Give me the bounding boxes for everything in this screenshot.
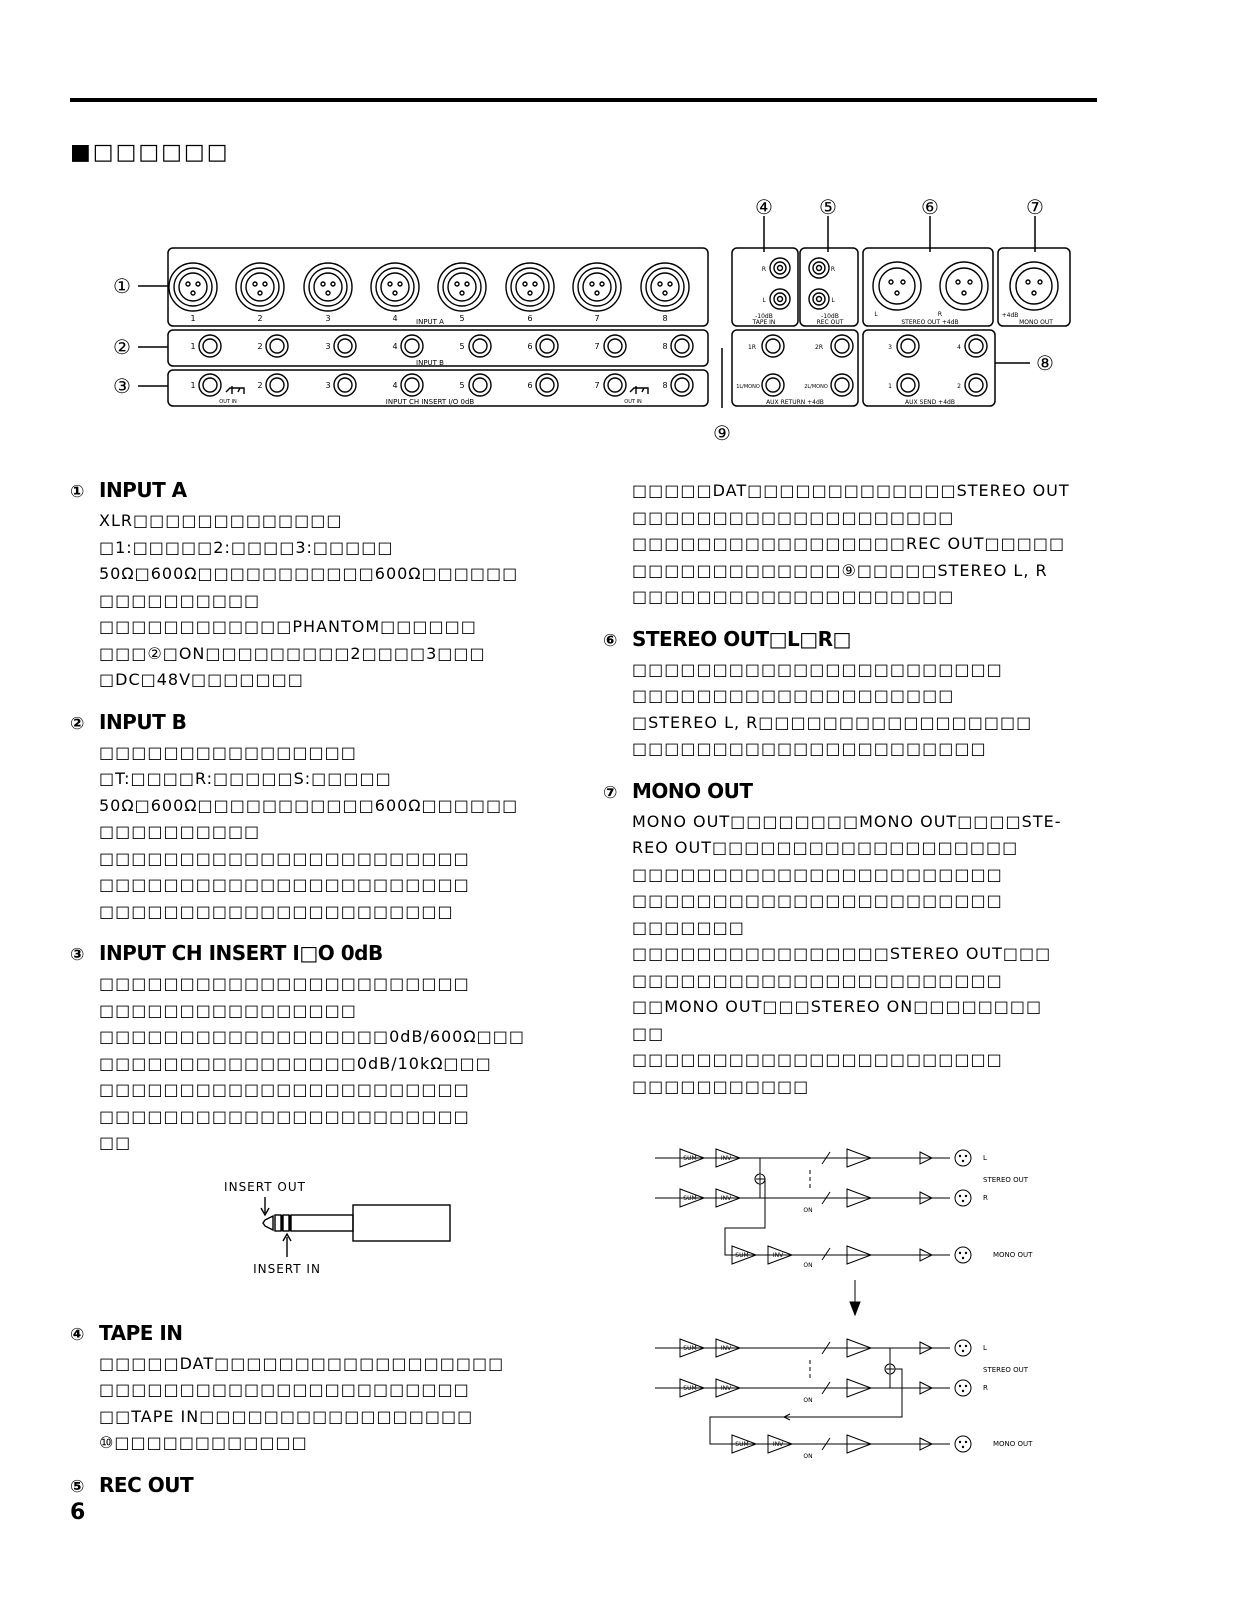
text-line: □□□□□□□□□□□□□□□□ bbox=[99, 742, 357, 762]
entry-number: ⑦ bbox=[603, 782, 617, 803]
text-line: ⑩□□□□□□□□□□□□ bbox=[99, 1433, 308, 1452]
text-line: □□□□□□□□□□□□□□□□□□□□□□□ bbox=[99, 974, 470, 993]
inv-label: INV bbox=[720, 1385, 732, 1392]
text-line: □□□□□□□□□□□□□□□□□□□□□□□ bbox=[99, 1080, 470, 1099]
text-line: □□□□□□□□□□□□□□□□□□□□□□ bbox=[99, 901, 454, 921]
inv-label: INV bbox=[720, 1345, 732, 1352]
entry-number: ③ bbox=[70, 945, 84, 965]
tape-level: -10dB bbox=[755, 313, 773, 320]
mono-out-label: MONO OUT bbox=[1019, 319, 1053, 326]
on-label: ON bbox=[803, 1453, 813, 1460]
mono-out-label: MONO OUT bbox=[993, 1440, 1033, 1448]
entry-input-a bbox=[70, 478, 560, 694]
jack-number: 1 bbox=[190, 342, 196, 351]
text-line: □□□□□DAT□□□□□□□□□□□□□□□□□□ bbox=[99, 1353, 505, 1373]
text-line: □STEREO L, R□□□□□□□□□□□□□□□□□ bbox=[632, 712, 1033, 732]
text-line: □□□②□ON□□□□□□□□□2□□□□3□□□ bbox=[99, 643, 486, 663]
entry-number: ① bbox=[70, 482, 84, 502]
rec-out-label: REC OUT bbox=[816, 319, 844, 326]
xlr-inputs bbox=[169, 263, 689, 311]
top-rule bbox=[70, 98, 1097, 102]
entry-rec-out-continued bbox=[603, 478, 1098, 611]
left-column bbox=[70, 478, 560, 1513]
inv-label: INV bbox=[720, 1155, 732, 1162]
text-line: □□TAPE IN□□□□□□□□□□□□□□□□□ bbox=[99, 1406, 474, 1426]
tape-l-label: L bbox=[762, 297, 766, 304]
jack-number: 8 bbox=[662, 342, 668, 351]
insert-number: 8 bbox=[662, 381, 668, 390]
rec-level: -10dB bbox=[821, 313, 839, 320]
section-title: ■□□□□□□ bbox=[70, 140, 230, 165]
mono-out-label: MONO OUT bbox=[993, 1251, 1033, 1259]
aux-send-jack: 1 bbox=[888, 383, 892, 390]
aux-send-jack: 2 bbox=[957, 383, 961, 390]
text-line: □□MONO OUT□□□STEREO ON□□□□□□□□ bbox=[632, 997, 1043, 1016]
xlr-number: 2 bbox=[257, 314, 263, 323]
l-label: L bbox=[983, 1154, 987, 1162]
stereo-r-label: R bbox=[937, 311, 943, 318]
text-line: □□□□□□□□□□□□□□□□□□□□□□□ bbox=[632, 891, 1003, 910]
stereo-out-label: STEREO OUT bbox=[983, 1366, 1029, 1374]
input-b-jacks bbox=[199, 335, 693, 357]
text-line: □□□□□□□□□□ bbox=[99, 590, 261, 610]
xlr-number: 1 bbox=[190, 314, 196, 323]
text-line: □□□□□□□□□□□ bbox=[632, 1076, 810, 1096]
text-line: □□□□□□□ bbox=[632, 917, 745, 937]
text-line: □□□□□□□□□□□□□□□□□□□□ bbox=[632, 686, 955, 705]
entry-title: REC OUT bbox=[99, 1472, 194, 1497]
entry-number: ④ bbox=[70, 1324, 84, 1345]
tape-r-label: R bbox=[761, 266, 767, 273]
rec-r-label: R bbox=[830, 266, 836, 273]
text-line: □□□□□□□□□□□□□□□□□□□□ bbox=[632, 587, 955, 606]
text-line: □□ bbox=[632, 1023, 665, 1043]
insert-number: 5 bbox=[459, 381, 465, 390]
entry-input-b bbox=[70, 710, 560, 926]
insert-in-label: INSERT IN bbox=[253, 1262, 321, 1276]
text-line: MONO OUT□□□□□□□□MONO OUT□□□□STE- bbox=[632, 811, 1062, 831]
text-line: □□□□□□□□□□□□□□□□□□□□ bbox=[632, 507, 955, 527]
text-line: □□□□□□□□□□□□□□□□□□0dB/600Ω□□□ bbox=[99, 1027, 525, 1046]
jack-number: 6 bbox=[527, 342, 533, 351]
insert-number: 2 bbox=[257, 381, 263, 390]
callout-4: ④ bbox=[755, 195, 773, 219]
mono-out-flow-diagram bbox=[650, 1130, 1070, 1470]
callout-6: ⑥ bbox=[921, 195, 939, 219]
text-line: □□□□□□□□□□□□□□□□□□□□□□□ bbox=[632, 659, 1003, 679]
entry-title: INPUT CH INSERT I□O 0dB bbox=[99, 941, 383, 965]
stereo-l-label: L bbox=[874, 311, 878, 318]
sum-label: SUM bbox=[683, 1155, 697, 1162]
text-line: □□□□□□□□□□□□□□□□□□□□□□ bbox=[632, 739, 987, 758]
callout-9: ⑨ bbox=[713, 421, 731, 445]
sum-label: SUM bbox=[735, 1441, 749, 1448]
text-line: □□□□□□□□□□□□□⑨□□□□□STEREO L, R bbox=[632, 560, 1048, 580]
callout-1: ① bbox=[113, 274, 131, 298]
entry-tape-in bbox=[70, 1321, 560, 1457]
text-line: REO OUT□□□□□□□□□□□□□□□□□□□ bbox=[632, 838, 1019, 857]
text-line: □1:□□□□□2:□□□□3:□□□□□ bbox=[99, 537, 394, 557]
insert-number: 6 bbox=[527, 381, 533, 390]
jack-number: 7 bbox=[594, 342, 600, 351]
xlr-number: 7 bbox=[594, 314, 600, 323]
r-label: R bbox=[983, 1194, 988, 1202]
out-in-label: OUT IN bbox=[624, 399, 642, 405]
inv-label: INV bbox=[772, 1252, 784, 1259]
sum-label: SUM bbox=[683, 1385, 697, 1392]
rec-l-label: L bbox=[831, 297, 835, 304]
aux-send-label: AUX SEND +4dB bbox=[905, 399, 955, 406]
r-label: R bbox=[983, 1384, 988, 1392]
mono-level: +4dB bbox=[1001, 312, 1019, 319]
aux-send-jack: 3 bbox=[888, 344, 892, 351]
text-line: □□ bbox=[99, 1133, 132, 1152]
insert-jacks bbox=[199, 374, 693, 396]
text-line: □□□□□□□□□□□□□□□□□□□□□□□ bbox=[99, 1106, 470, 1126]
entry-rec-out bbox=[70, 1473, 560, 1497]
insert-label: INPUT CH INSERT I/O 0dB bbox=[385, 398, 475, 406]
xlr-number: 6 bbox=[527, 314, 533, 323]
on-label: ON bbox=[803, 1397, 813, 1404]
text-line: 50Ω□600Ω□□□□□□□□□□□600Ω□□□□□□ bbox=[99, 564, 519, 583]
callout-3: ③ bbox=[113, 374, 131, 398]
input-a-label: INPUT A bbox=[416, 318, 444, 326]
text-line: □□□□□DAT□□□□□□□□□□□□□STEREO OUT bbox=[632, 481, 1070, 500]
callout-8: ⑧ bbox=[1036, 351, 1054, 375]
aux-return-jack: 2L/MONO bbox=[804, 384, 828, 390]
entry-number: ⑥ bbox=[603, 630, 617, 651]
insert-plug-diagram bbox=[215, 1175, 475, 1280]
inv-label: INV bbox=[720, 1195, 732, 1202]
out-in-label: OUT IN bbox=[219, 399, 237, 405]
sum-label: SUM bbox=[683, 1195, 697, 1202]
l-label: L bbox=[983, 1344, 987, 1352]
output-xlrs bbox=[873, 262, 1058, 310]
text-line: □□□□□□□□□□□□□□□□□□□□□□□ bbox=[99, 1380, 470, 1399]
text-line: □□□□□□□□□□□□□□□□□□□□□□□ bbox=[99, 875, 470, 894]
xlr-number: 4 bbox=[392, 314, 398, 323]
sum-label: SUM bbox=[683, 1345, 697, 1352]
entry-number: ⑤ bbox=[70, 1476, 84, 1497]
aux-send-jack: 4 bbox=[957, 344, 961, 351]
jack-number: 2 bbox=[257, 342, 263, 351]
entry-title: INPUT A bbox=[99, 478, 187, 502]
text-line: □□□□□□□□□□□□□□□□ bbox=[99, 1000, 357, 1020]
aux-return-jack: 2R bbox=[815, 344, 823, 351]
aux-return-label: AUX RETURN +4dB bbox=[766, 399, 824, 406]
stereo-out-label: STEREO OUT bbox=[983, 1176, 1029, 1184]
text-line: □□□□□□□□□□□□□□□□□□□□□□□ bbox=[632, 1050, 1003, 1069]
entry-number: ② bbox=[70, 713, 84, 734]
aux-jacks bbox=[762, 335, 987, 396]
on-label: ON bbox=[803, 1262, 813, 1269]
jack-number: 3 bbox=[325, 342, 331, 351]
aux-return-jack: 1L/MONO bbox=[736, 384, 760, 390]
right-column bbox=[603, 478, 1098, 1116]
text-line: □□□□□□□□□□□□□□□□□□□□□□□ bbox=[99, 848, 470, 868]
entry-title: TAPE IN bbox=[99, 1320, 183, 1345]
insert-number: 7 bbox=[594, 381, 600, 390]
xlr-number: 3 bbox=[325, 314, 331, 323]
inv-label: INV bbox=[772, 1441, 784, 1448]
text-line: □□□□□□□□□□□□□□□□□□□□□□□ bbox=[632, 864, 1003, 884]
callout-5: ⑤ bbox=[819, 195, 837, 219]
entry-title: MONO OUT bbox=[632, 778, 753, 803]
text-line: □□□□□□□□□□□□□□□□□□□□□□□ bbox=[632, 970, 1003, 990]
entry-title: STEREO OUT□L□R□ bbox=[632, 626, 851, 651]
entry-mono-out bbox=[603, 779, 1098, 1101]
entry-title: INPUT B bbox=[99, 709, 187, 734]
text-line: □T:□□□□R:□□□□□S:□□□□□ bbox=[99, 769, 392, 788]
callout-7: ⑦ bbox=[1026, 195, 1044, 219]
insert-number: 1 bbox=[190, 381, 196, 390]
text-line: □□□□□□□□□□□□□□□□□REC OUT□□□□□ bbox=[632, 534, 1066, 553]
text-line: □□□□□□□□□□□□□□□□STEREO OUT□□□ bbox=[632, 944, 1052, 963]
xlr-number: 8 bbox=[662, 314, 668, 323]
sum-label: SUM bbox=[735, 1252, 749, 1259]
insert-number: 3 bbox=[325, 381, 331, 390]
insert-number: 4 bbox=[392, 381, 398, 390]
rear-panel-diagram bbox=[100, 190, 1100, 455]
text-line: 50Ω□600Ω□□□□□□□□□□□600Ω□□□□□□ bbox=[99, 795, 519, 815]
xlr-number: 5 bbox=[459, 314, 465, 323]
text-line: □DC□48V□□□□□□□ bbox=[99, 670, 304, 689]
text-line: □□□□□□□□□□□□□□□□0dB/10kΩ□□□ bbox=[99, 1053, 492, 1073]
text-line: □□□□□□□□□□□□PHANTOM□□□□□□ bbox=[99, 617, 477, 636]
text-line: □□□□□□□□□□ bbox=[99, 822, 261, 841]
on-label: ON bbox=[803, 1207, 813, 1214]
input-b-label: INPUT B bbox=[416, 359, 444, 367]
tape-in-label: TAPE IN bbox=[752, 319, 776, 326]
jack-number: 5 bbox=[459, 342, 465, 351]
entry-stereo-out bbox=[603, 627, 1098, 763]
text-line: XLR□□□□□□□□□□□□□ bbox=[99, 511, 343, 530]
aux-return-jack: 1R bbox=[748, 344, 756, 351]
stereo-out-label: STEREO OUT +4dB bbox=[901, 319, 959, 326]
callout-2: ② bbox=[113, 335, 131, 359]
insert-out-label: INSERT OUT bbox=[224, 1180, 306, 1194]
jack-number: 4 bbox=[392, 342, 398, 351]
page-number: 6 bbox=[70, 1500, 86, 1525]
